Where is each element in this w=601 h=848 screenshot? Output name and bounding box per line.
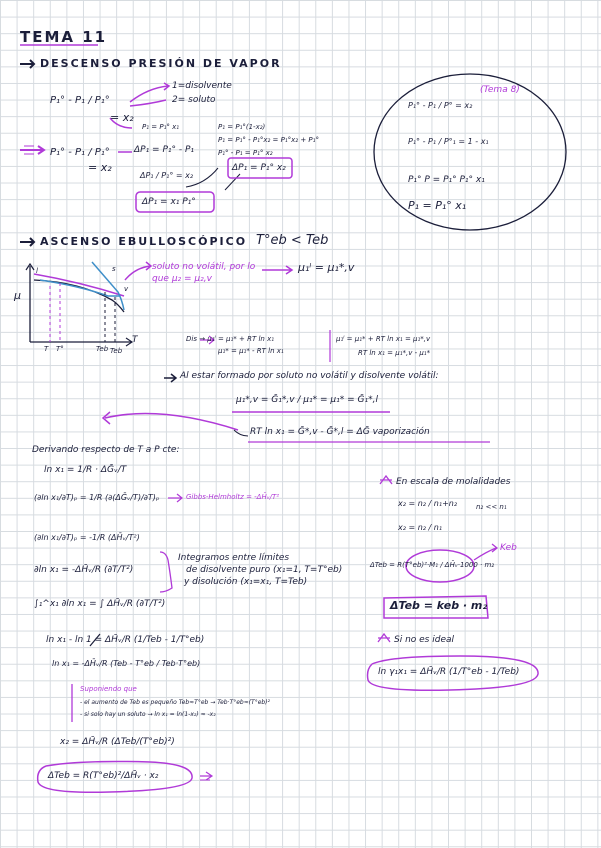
eq-l1: ln x₁ - ln 1 = ΔH̄ᵥ/R (1/Teb - 1/T°eb) (46, 635, 205, 645)
graph-label-t0: T° (56, 345, 64, 353)
side-tag: (Tema 8) (480, 85, 520, 95)
graph-note: soluto no volátil, por lo que μ₂ = μ₂,v (152, 262, 256, 284)
delta-eq: ΔP₁ = P₁° - P₁ (134, 145, 194, 155)
line-d: P₁° - P₁ = P₁° x₂ (218, 149, 273, 157)
dis-line-4: RT ln x₁ = μ₁*,v - μ₁* (358, 349, 431, 357)
molal-head: En escala de molalidades (396, 477, 511, 487)
dis-line-2: μ₁* = μ₁* - RT ln x₁ (218, 347, 284, 355)
keb-label: Keb (500, 543, 517, 553)
line-c: P₁ = P₁° - P₁°x₂ = P₁°x₂ + P₁° (218, 136, 319, 144)
graph-label-l: l (36, 267, 38, 275)
derivando-text: Derivando respecto de T a P cte: (32, 445, 180, 455)
note-soluto: 2= soluto (172, 95, 216, 105)
eq-d2: (∂ln x₁/∂T)ₚ = -1/R (ΔH̄ᵥ/T²) (34, 533, 140, 542)
ideal-eq: ln γ₁x₁ = ΔH̄ᵥ/R (1/T°eb - 1/Teb) (378, 667, 520, 677)
formed-eq: μ₁*,v = Ḡ₁*,v / μ₁* = μ₁* = Ḡ₁*,l (236, 395, 378, 405)
vap-eq: RT ln x₁ = Ḡ*,v - Ḡ*,l = ΔḠ vaporización (250, 427, 430, 437)
molal-2: x₂ = n₂ / n₁ (398, 523, 443, 532)
main-fraction-2: P₁° - P₁ / P₁° (50, 147, 110, 158)
eq-ln: ln x₁ = 1/R · ΔḠᵥ/T (44, 465, 127, 475)
supon-2: - si solo hay un soluto → ln x₁ = ln(1-x₂) ≈ -x₂ (80, 711, 216, 718)
graph-label-t: T (44, 345, 49, 353)
supon-head: Suponiendo que (80, 685, 137, 693)
dis-line-1: Dis → μ₁ˡ = μ₁* + RT ln x₁ (186, 335, 275, 343)
small-frac: ΔP₁ / P₁° = x₂ (140, 171, 194, 180)
molal-eq: ΔTeb = R(T°eb)²·M₁ / ΔH̄ᵥ·1000 · m₂ (370, 561, 495, 569)
graph-label-v: v (124, 285, 129, 293)
graph-label-teb2: Teb (110, 347, 123, 355)
heading-rhs: T°eb < Teb (256, 233, 329, 248)
axis-mu: μ (14, 289, 21, 302)
chemical-potential-graph (26, 262, 132, 346)
axis-t: T (132, 335, 138, 345)
eq-l2: ln x₁ = -ΔH̄ᵥ/R (Teb - T°eb / Teb·T°eb) (52, 659, 201, 668)
eq-final: ΔTeb = R(T°eb)²/ΔH̄ᵥ · x₂ (48, 771, 159, 781)
supon-1: - el aumento de Teb es pequeño Teb≈T°eb → Teb·T°eb≈(T°eb)² (80, 699, 270, 706)
page-title: TEMA 11 (20, 28, 108, 46)
side-eq-2: P₁° - P₁ / P°₁ = 1 - x₁ (408, 137, 489, 146)
ideal-head: Si no es ideal (394, 635, 454, 645)
eq-d1: (∂ln x₁/∂T)ₚ = 1/R (∂(ΔḠᵥ/T)/∂T)ₚ (34, 493, 160, 502)
main-eq-rhs-2: = x₂ (88, 161, 112, 174)
line-a: P₁ = P₁° x₁ (142, 123, 180, 131)
keb-eq: ΔTeb = keb · m₂ (390, 599, 488, 612)
gibbs-note: Gibbs-Helmholtz = -ΔH̄ᵥ/T² (186, 493, 280, 501)
line-b: P₁ = P₁°(1-x₂) (218, 123, 266, 131)
note-disolvente: 1=disolvente (172, 81, 232, 91)
graph-label-teb: Teb (96, 345, 109, 353)
dis-line-3: μ₁ˡ = μ₁* + RT ln x₁ = μ₁*,v (336, 335, 431, 343)
eq-x2: x₂ = ΔH̄ᵥ/R (ΔTeb/(T°eb)²) (60, 737, 175, 747)
boxed-bottom: ΔP₁ = x₁ P₁° (142, 197, 196, 207)
integ-2: de disolvente puro (x₁=1, T=T°eb) (186, 565, 343, 575)
main-eq-rhs: = x₂ (110, 111, 134, 124)
boxed-eq: ΔP₁ = P₁° x₂ (232, 163, 286, 173)
side-eq-3: P₁° P = P₁° P₁° x₁ (408, 175, 485, 185)
section-heading-ebulloscopic: ASCENSO EBULLOSCÓPICO (40, 235, 248, 248)
integ-1: Integramos entre límites (178, 553, 290, 563)
molal-1b: n₂ << n₁ (476, 503, 507, 511)
side-eq-1: P₁° - P₁ / P° = x₂ (408, 101, 473, 110)
main-fraction: P₁° - P₁ / P₁° (50, 95, 110, 106)
eq-d3: ∂ln x₁ = -ΔH̄ᵥ/R (∂T/T²) (34, 565, 134, 575)
arrow-icon (20, 238, 34, 246)
side-eq-4: P₁ = P₁° x₁ (408, 199, 467, 212)
molal-1: x₂ = n₂ / n₁+n₂ (398, 499, 458, 508)
graph-label-s: s (112, 265, 116, 273)
integ-3: y disolución (x₁=x₁, T=Teb) (184, 577, 308, 587)
formed-text: Al estar formado por soluto no volátil y disolvente volátil: (180, 371, 439, 381)
section-heading-vapor-pressure: DESCENSO PRESIÓN DE VAPOR (40, 57, 282, 70)
graph-rhs: μ₁ˡ = μ₁*,v (298, 261, 355, 274)
arrow-icon (20, 60, 34, 68)
eq-int: ∫₁^x₁ ∂ln x₁ = ∫ ΔH̄ᵥ/R (∂T/T²) (34, 599, 166, 609)
